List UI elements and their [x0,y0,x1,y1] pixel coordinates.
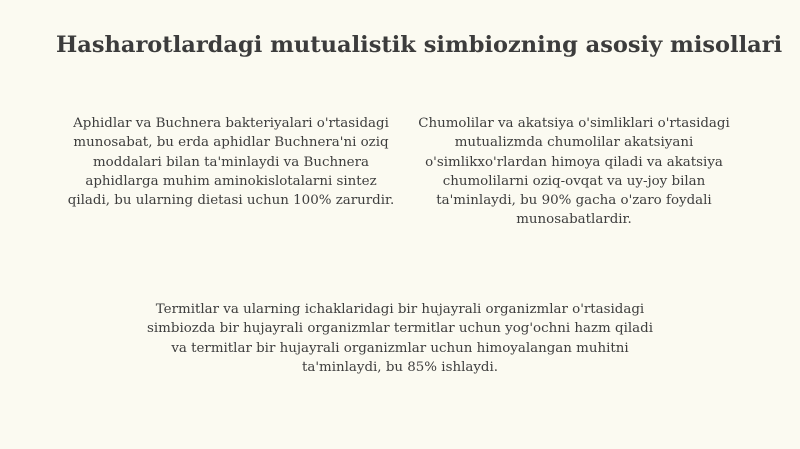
example-aphids-buchnera: Aphidlar va Buchnera bakteriyalari o'rtasidagi munosabat, bu erda aphidlar Buchnera'ni oziq moddalari bilan ta'minlaydi va Buchnera aphidlarga muhim aminokislotalarni sintez qiladi, bu ularning dietasi uchun 100% zarurdir. [67,116,395,209]
slide-title: Hasharotlardagi mutualistik simbiozning asosiy misollari [56,32,783,58]
example-termites-protists: Termitlar va ularning ichaklaridagi bir hujayrali organizmlar o'rtasidagi simbiozda bir hujayrali organizmlar termitlar uchun yog'ochni hazm qiladi va termitlar bir hujayrali organizmlar uchun himoyalangan muhitni ta'minlaydi, bu 85% ishlaydi. [147,302,653,375]
example-ants-acacia: Chumolilar va akatsiya o'simliklari o'rtasidagi mutualizmda chumolilar akatsiyani o'simlikxo'rlardan himoya qiladi va akatsiya chumolilarni oziq-ovqat va uy-joy bilan ta'minlaydi, bu 90% gacha o'zaro foydali munosabatlardir. [418,116,730,228]
